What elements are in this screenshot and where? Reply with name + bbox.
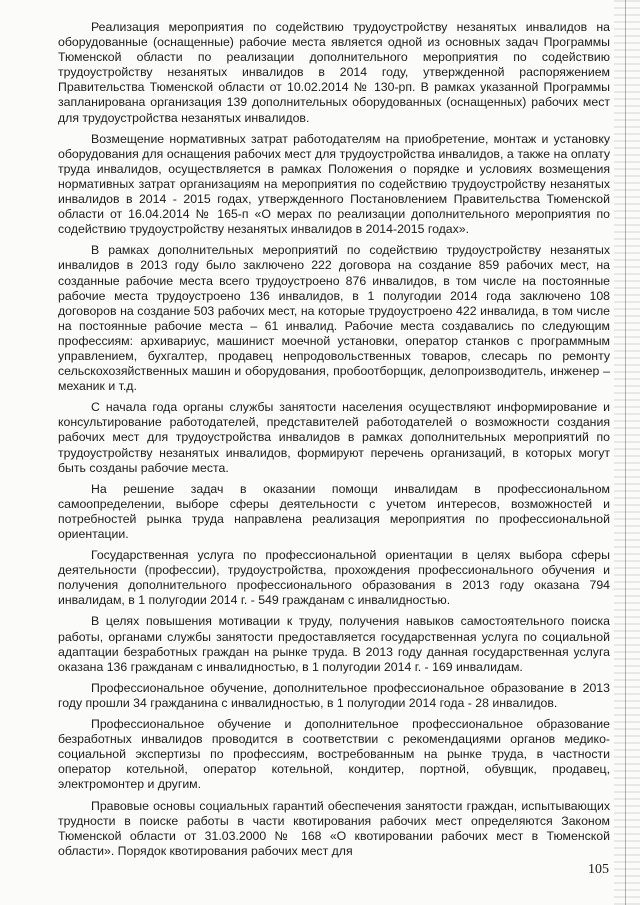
paragraph-5: На решение задач в оказании помощи инвалидам в профессиональном самоопределении, выборе сферы деятельности с учетом интересов, возможностей и потребностей рынка труда направлена реализация мероприятия по профессиональной ориентации. [58, 481, 610, 541]
paragraph-2: Возмещение нормативных затрат работодателям на приобретение, монтаж и установку оборудования для оснащения рабочих мест для трудоустройства инвалидов, а также на оплату труда инвалидов, осуществляется в рамках Положения о порядке и условиях возмещения нормативных затрат организациям на мероприятия по содействию трудоустройству незанятых инвалидов в 2014 - 2015 годах, утвержденного Постановлением Правительства Тюменской области от 16.04.2014 № 165-п «О мерах по реализации дополнительного мероприятия по содействию трудоустройству незанятых инвалидов в 2014-2015 годах». [58, 131, 610, 237]
scan-edge-artifact [614, 0, 640, 905]
document-body [58, 20, 610, 859]
paragraph-1: Реализация мероприятия по содействию трудоустройству незанятых инвалидов на оборудованные (оснащенные) рабочие места является одной из основных задач Программы Тюменской области по реализации дополнительного мероприятия по содействию трудоустройству незанятых инвалидов в 2014 году, утвержденной распоряжением Правительства Тюменской области от 10.02.2014 № 130-рп. В рамках указанной Программы запланирована организация 139 дополнительных оборудованных (оснащенных) рабочих мест для трудоустройства незанятых инвалидов. [58, 20, 610, 125]
paragraph-3: В рамках дополнительных мероприятий по содействию трудоустройству незанятых инвалидов в 2013 году было заключено 222 договора на создание 859 рабочих мест, на созданные рабочие места всего трудоустроено 876 инвалидов, в том числе на постоянные рабочие места трудоустроено 136 инвалидов, в 1 полугодии 2014 года заключено 108 договоров на создание 503 рабочих мест, на которые трудоустроено 422 инвалида, в том числе на постоянные рабочие места – 61 инвалид. Рабочие места создавались по следующим профессиям: архивариус, машинист моечной установки, оператор станков с программным управлением, бухгалтер, продавец непродовольственных товаров, слесарь по ремонту сельскохозяйственных машин и оборудования, пробоотборщик, делопроизводитель, инженер – механик и т.д. [58, 243, 610, 394]
scan-edge-line [625, 0, 626, 905]
paragraph-4: С начала года органы службы занятости населения осуществляют информирование и консультирование работодателей, представителей работодателей о возможности создания рабочих мест для трудоустройства инвалидов в рамках дополнительных мероприятий по трудоустройству незанятых инвалидов, формируют перечень организаций, в которых могут быть созданы рабочие места. [58, 400, 610, 475]
page-number: 105 [588, 862, 609, 877]
paragraph-10: Правовые основы социальных гарантий обеспечения занятости граждан, испытывающих трудности в поиске работы в части квотирования рабочих мест определяются Законом Тюменской области от 31.03.2000 № 168 «О квотировании рабочих мест в Тюменской области». Порядок квотирования рабочих мест для [58, 798, 610, 858]
paragraph-8: Профессиональное обучение, дополнительное профессиональное образование в 2013 году прошли 34 гражданина с инвалидностью, в 1 полугодии 2014 года - 28 инвалидов. [58, 680, 610, 710]
paragraph-6: Государственная услуга по профессиональной ориентации в целях выбора сферы деятельности (профессии), трудоустройства, прохождения профессионального обучения и получения дополнительного профессионального образования в 2013 году оказана 794 инвалидам, в 1 полугодии 2014 г. - 549 гражданам с инвалидностью. [58, 548, 610, 608]
paragraph-7: В целях повышения мотивации к труду, получения навыков самостоятельного поиска работы, органами службы занятости предоставляется государственная услуга по социальной адаптации безработных граждан на рынке труда. В 2013 году данная государственная услуга оказана 136 гражданам с инвалидностью, в 1 полугодии 2014 г. - 169 инвалидам. [58, 614, 610, 674]
paragraph-9: Профессиональное обучение и дополнительное профессиональное образование безработных инвалидов проводится в соответствии с рекомендациями органов медико-социальной экспертизы по профессиям, востребованным на рынке труда, в частности оператор котельной, оператор котельной, кондитер, портной, обувщик, продавец, электромонтер и другим. [58, 717, 610, 792]
